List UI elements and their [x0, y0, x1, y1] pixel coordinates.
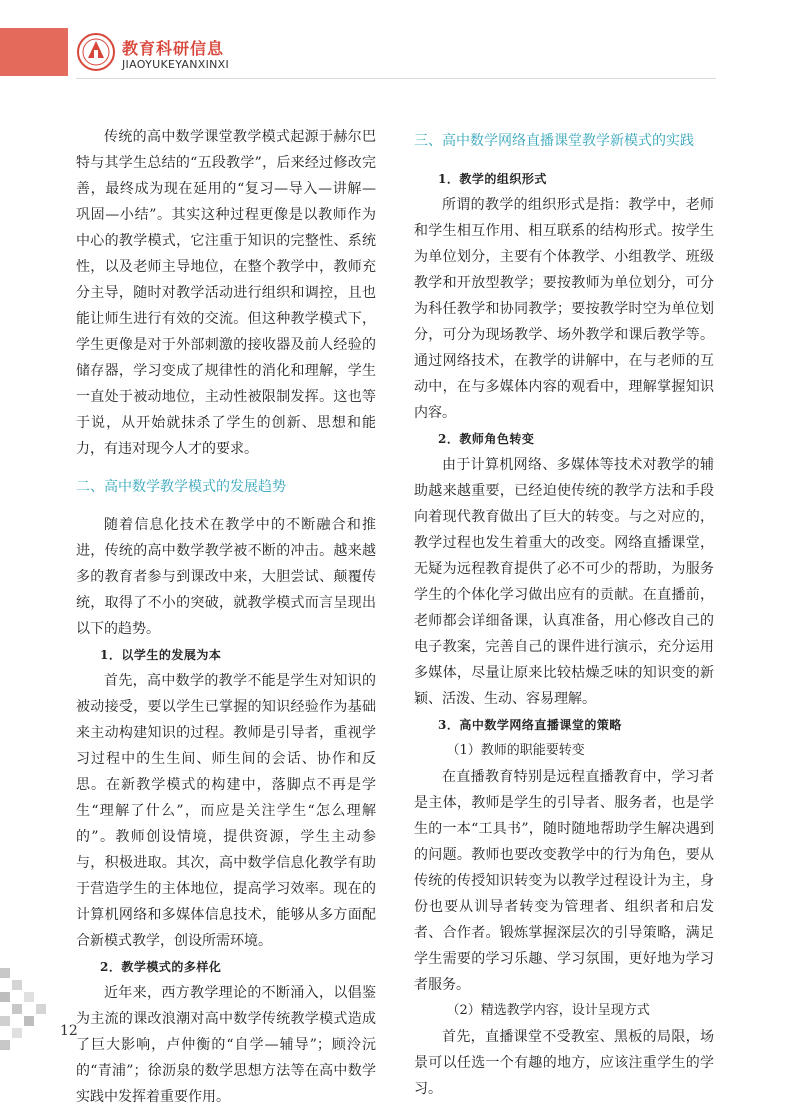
list-item-paragraph: 在直播教育特别是远程直播教育中，学习者是主体，教师是学生的引导者、服务者，也是学生的一本“工具书”，随时随地帮助学生解决遇到的问题。教师也要改变教学中的行为角色，要从传统的传授知识转变为以教学过程设计为主，身份也要从训导者转变为管理者、组织者和启发者、合作者。锻炼掌握深层次的引导策略，满足学生需要的学习乐趣、学习氛围，更好地为学习者服务。 [414, 769, 714, 993]
section-paragraph: 随着信息化技术在教学中的不断融合和推进，传统的高中数学教学被不断的冲击。越来越多的教育者参与到课改中来，大胆尝试、颠覆传统，取得了不小的突破，就教学模式而言呈现出以下的趋势。 [76, 517, 376, 637]
subsection-paragraph: 首先，高中数学的教学不能是学生对知识的被动接受，要以学生已掌握的知识经验作为基础来主动构建知识的过程。教师是引导者，重视学习过程中的生生间、师生间的会话、协作和反思。在新教学模式的构建中，落脚点不再是学生“理解了什么”，而应是关注学生“怎么理解的”。教师创设情境，提供资源，学生主动参与，积极进取。其次，高中数学信息化教学有助于营造学生的主体地位，提高学习效率。现在的计算机网络和多媒体信息技术，能够从多方面配合新模式教学，创设所需环境。 [76, 673, 376, 949]
magazine-title: 教育科研信息 [122, 39, 225, 58]
intro-paragraph: 传统的高中数学课堂教学模式起源于赫尔巴特与其学生总结的“五段教学”，后来经过修改完善，最终成为现在延用的“复习—导入—讲解—巩固—小结”。其实这种过程更像是以教师作为中心的教学模式，它注重于知识的完整性、系统性，以及老师主导地位，在整个教学中，教师充分主导，随时对教学活动进行组织和调控，且也能让师生进行有效的交流。但这种教学模式下，学生更像是对于外部刺激的接收器及前人经验的储存器，学习变成了规律性的消化和理解，学生一直处于被动地位，主动性被限制发挥。这也等于说，从开始就抹杀了学生的创新、思想和能力，有违对现今人才的要求。 [76, 129, 376, 457]
subsection-paragraph: 所谓的教学的组织形式是指：教学中，老师和学生相互作用、相互联系的结构形式。按学生为单位划分，主要有个体教学、小组教学、班级教学和开放型教学；要按教师为单位划分，可分为科任教学和协同教学；要按教学时空为单位划分，可分为现场教学、场外教学和课后教学等。通过网络技术，在教学的讲解中，在与老师的互动中，在与多媒体内容的观看中，理解掌握知识内容。 [414, 197, 714, 421]
subsection-heading: 2．教师角色转变 [438, 432, 535, 446]
subsection-paragraph: 由于计算机网络、多媒体等技术对教学的辅助越来越重要，已经迫使传统的教学方法和手段向着现代教育做出了巨大的转变。与之对应的，教学过程也发生着重大的改变。网络直播课堂，无疑为远程教育提供了必不可少的帮助，为服务学生的个体化学习做出应有的贡献。在直播前，老师都会详细备课，认真准备，用心修改自己的电子教案，完善自己的课件进行演示，充分运用多媒体，尽量让原来比较枯燥乏味的知识变的新颖、活泼、生动、容易理解。 [414, 457, 714, 707]
list-item-heading: （2）精选教学内容，设计呈现方式 [446, 1003, 650, 1018]
journal-logo-icon [76, 32, 116, 72]
subsection-heading: 2．教学模式的多样化 [100, 960, 222, 974]
subsection-heading: 1．教学的组织形式 [438, 172, 547, 186]
section-heading: 三、高中数学网络直播课堂教学新模式的实践 [414, 133, 694, 149]
subsection-heading: 3．高中数学网络直播课堂的策略 [438, 718, 622, 732]
header-red-bar [0, 28, 68, 76]
page-number: 12 [60, 1023, 78, 1039]
subsection-paragraph: 近年来，西方教学理论的不断涌入，以倡鉴为主流的课改浪潮对高中数学传统教学模式造成了巨大影响，卢仲衡的“自学—辅导”；顾泠沅的“青浦”；徐沥泉的数学思想方法等在高中数学实践中发挥着重要作用。 [76, 985, 376, 1105]
magazine-subtitle: JIAOYUKEYANXINXI [122, 58, 230, 71]
list-item-paragraph: 首先，直播课堂不受教室、黑板的局限，场景可以任选一个有趣的地方，应该注重学生的学习。 [414, 1029, 714, 1097]
right-column [414, 124, 714, 1102]
section-heading: 二、高中数学教学模式的发展趋势 [76, 479, 286, 495]
subsection-heading: 1．以学生的发展为本 [100, 648, 222, 662]
list-item-heading: （1）教师的职能要转变 [446, 743, 585, 758]
left-column [76, 124, 376, 1110]
header-divider [76, 78, 716, 79]
corner-decoration [0, 968, 60, 1058]
